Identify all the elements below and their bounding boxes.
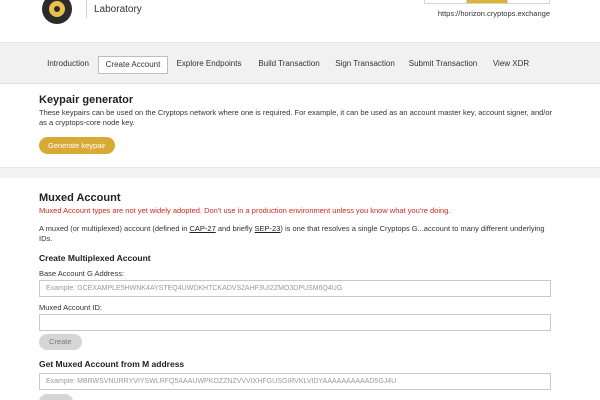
top-nav	[0, 42, 600, 84]
base-account-label: Base Account G Address:	[39, 269, 125, 278]
nav-build-transaction[interactable]: Build Transaction	[258, 59, 320, 68]
muxed-id-label: Muxed Account ID:	[39, 303, 102, 312]
app-header	[0, 0, 600, 42]
nav-sign-transaction[interactable]: Sign Transaction	[335, 59, 395, 68]
nav-create-account[interactable]: Create Account	[98, 56, 168, 74]
horizon-url: https://horizon.cryptops.exchange	[437, 9, 550, 18]
create-multiplexed-title: Create Multiplexed Account	[39, 253, 151, 263]
network-test-button[interactable]	[425, 0, 467, 3]
create-muxed-button[interactable]: Create	[39, 334, 82, 350]
logo-divider	[86, 0, 87, 18]
nav-introduction[interactable]: Introduction	[47, 59, 89, 68]
muxed-desc-text-1: A muxed (or multiplexed) account (defined in	[39, 224, 190, 233]
muxed-id-input[interactable]	[39, 314, 551, 331]
muxed-desc-text-2: and briefly	[215, 224, 255, 233]
get-muxed-button[interactable]	[39, 394, 73, 400]
keypair-title: Keypair generator	[39, 94, 134, 106]
muxed-desc-text-3: ) is one that resolves a single Cryptops G...account to many different underlying IDs.	[39, 224, 545, 243]
nav-view-xdr[interactable]: View XDR	[492, 59, 530, 68]
section-gap	[0, 168, 600, 178]
cap-27-link[interactable]: CAP-27	[189, 224, 216, 233]
muxed-title: Muxed Account	[39, 192, 121, 204]
muxed-warning: Muxed Account types are not yet widely adopted. Don't use in a production environment unless you know what you're doing.	[39, 206, 451, 215]
cryptops-logo-icon[interactable]	[42, 0, 72, 24]
base-account-input[interactable]	[39, 280, 551, 297]
network-public-button[interactable]	[467, 0, 509, 3]
muxed-account-section	[0, 178, 600, 400]
generate-keypair-button[interactable]: Generate keypair	[39, 137, 115, 154]
muxed-description	[39, 224, 559, 244]
keypair-section	[0, 84, 600, 168]
network-switcher	[424, 0, 550, 4]
network-custom-button[interactable]	[508, 0, 549, 3]
nav-explore-endpoints[interactable]: Explore Endpoints	[176, 59, 242, 68]
app-name: Laboratory	[94, 4, 142, 15]
sep-23-link[interactable]: SEP-23	[254, 224, 281, 233]
nav-submit-transaction[interactable]: Submit Transaction	[408, 59, 478, 68]
get-muxed-title: Get Muxed Account from M address	[39, 359, 185, 369]
keypair-description: These keypairs can be used on the Cryptops network where one is required. For example, it can be used as an account master key, account signer, and/or as a cryptops-core node key.	[39, 108, 553, 127]
m-address-input[interactable]	[39, 373, 551, 390]
